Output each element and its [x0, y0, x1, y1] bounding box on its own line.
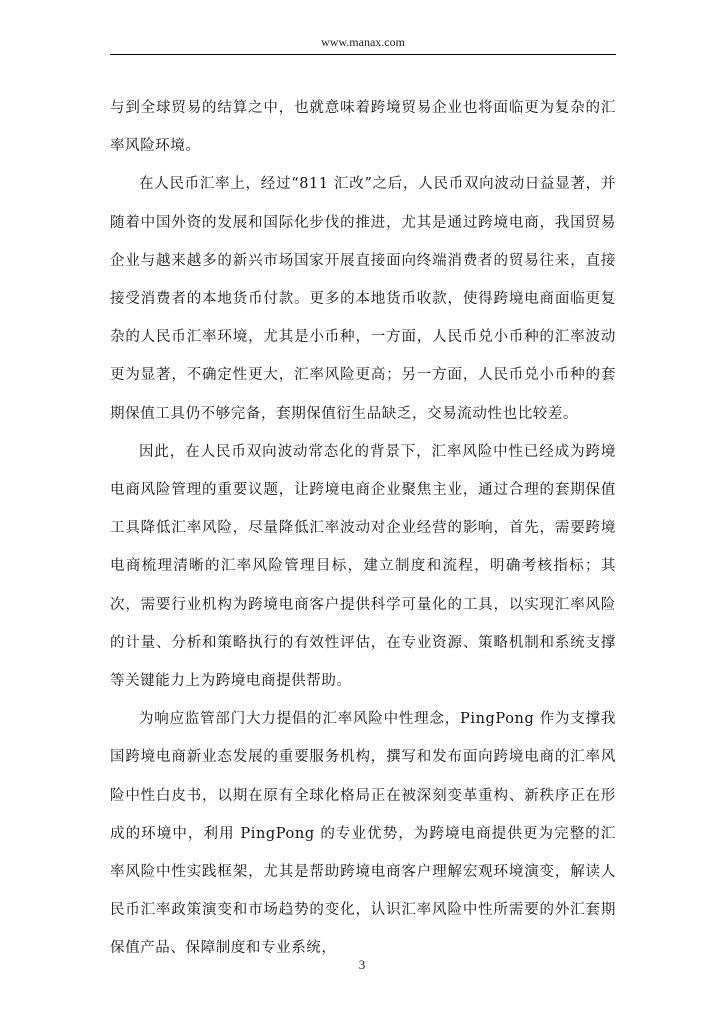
page-header-site: www.manax.com	[321, 35, 405, 49]
header-divider	[110, 54, 616, 55]
paragraph-rmb-exchange-rate: 在人民币汇率上，经过“811 汇改”之后，人民币双向波动日益显著，并随着中国外资的发展和国际化步伐的推进，尤其是通过跨境电商，我国贸易企业与越来越多的新兴市场国家开展直接面向终端消费者的贸易往来，直接接受消费者的本地货币付款。更多的本地货币收款，使得跨境电商面临更复杂的人民币汇率环境，尤其是小币种，一方面，人民币兑小币种的汇率波动更为显著，不确定性更大，汇率风险更高；另一方面，人民币兑小币种的套期保值工具仍不够完备，套期保值衍生品缺乏，交易流动性也比较差。	[110, 176, 616, 422]
page-number: 3	[358, 957, 366, 972]
paragraph-risk-neutral-topic: 因此，在人民币双向波动常态化的背景下，汇率风险中性已经成为跨境电商风险管理的重要议题，让跨境电商企业聚焦主业，通过合理的套期保值工具降低汇率风险，尽量降低汇率波动对企业经营的影响，首先，需要跨境电商梳理清晰的汇率风险管理目标，建立制度和流程，明确考核指标；其次，需要行业机构为跨境电商客户提供科学可量化的工具，以实现汇率风险的计量、分析和策略执行的有效性评估，在专业资源、策略机制和系统支撑等关键能力上为跨境电商提供帮助。	[110, 443, 616, 690]
paragraph-continuation: 与到全球贸易的结算之中，也就意味着跨境贸易企业也将面临更为复杂的汇率风险环境。	[110, 100, 616, 155]
document-body	[110, 89, 616, 968]
paragraph-pingpong-whitepaper: 为响应监管部门大力提倡的汇率风险中性理念，PingPong 作为支撑我国跨境电商新业态发展的重要服务机构，撰写和发布面向跨境电商的汇率风险中性白皮书，以期在原有全球化格局正在被深刻变革重构、新秩序正在形成的环境中，利用 PingPong 的专业优势，为跨境电商提供更为完整的汇率风险中性实践框架，尤其是帮助跨境电商客户理解宏观环境演变，解读人民币汇率政策演变和市场趋势的变化，认识汇率风险中性所需要的外汇套期保值产品、保障制度和专业系统，	[110, 711, 616, 957]
